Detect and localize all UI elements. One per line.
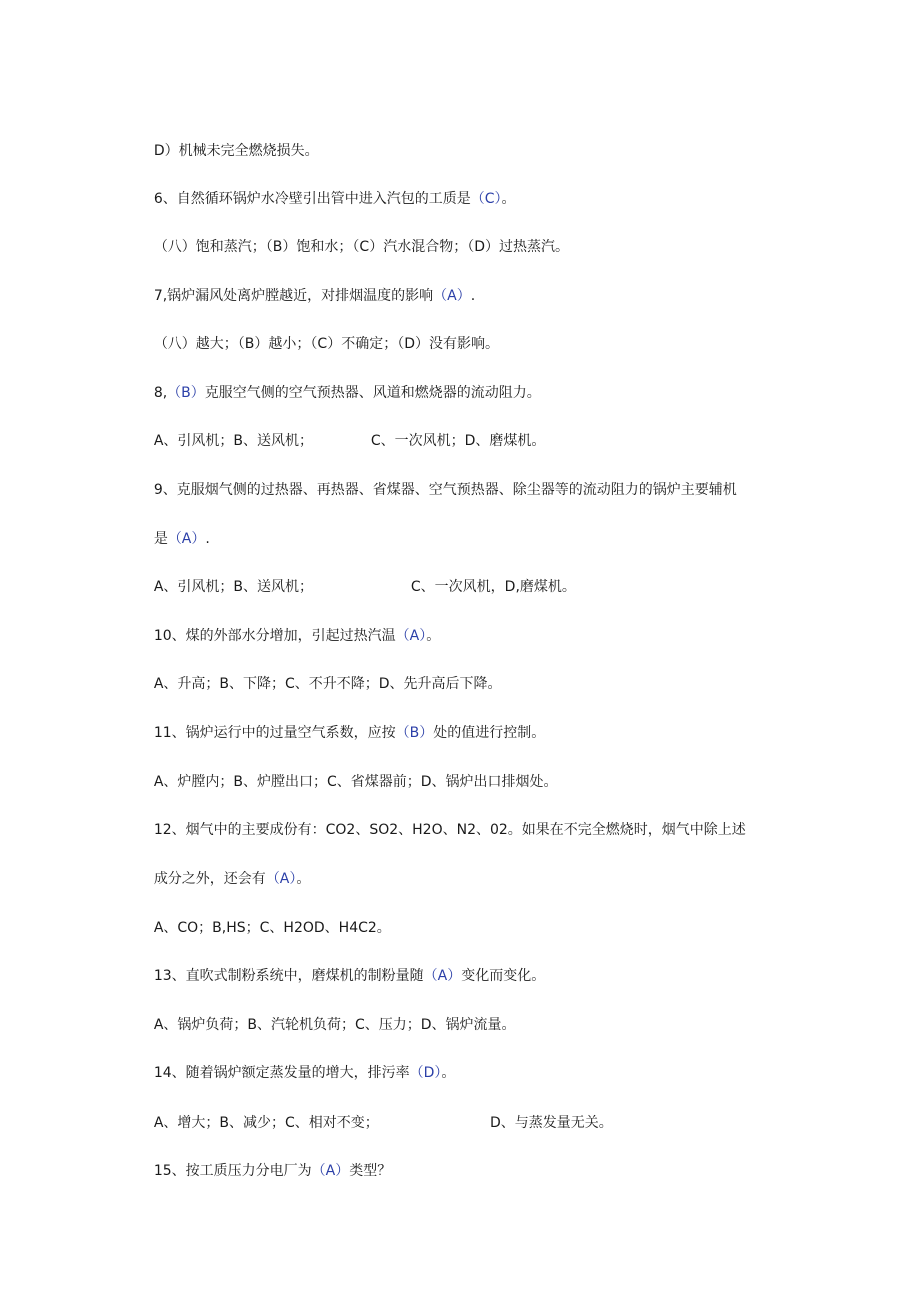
question-text-end: 。	[296, 871, 311, 887]
question-text: 10、煤的外部水分增加，引起过热汽温	[153, 628, 396, 644]
options-text: A、炉膛内；B、炉膛出口；C、省煤器前；D、锅炉出口排烟处。	[153, 774, 558, 790]
answer-mark: （B）	[167, 385, 205, 401]
question-text-end: 变化而变化。	[461, 968, 546, 984]
answer-mark: （A）	[311, 1163, 350, 1179]
question-text: 15、按工质压力分电厂为	[153, 1163, 312, 1179]
question-text-end: 。	[441, 1065, 456, 1081]
question-text: 6、自然循环锅炉水冷壁引出管中进入汽包的工质是	[153, 191, 471, 207]
question-text-end: 处的值进行控制。	[433, 725, 546, 741]
question-text: 是	[153, 531, 168, 547]
answer-mark: （B）	[395, 725, 434, 741]
question-text: 9、克服烟气侧的过热器、再热器、省煤器、空气预热器、除尘器等的流动阻力的锅炉主要辅机	[153, 482, 737, 498]
options-text: A、引风机；B、送风机； C、一次风机；D、磨煤机。	[153, 433, 546, 449]
question-text: 14、随着锅炉额定蒸发量的增大，排污率	[153, 1065, 410, 1081]
answer-mark: （D）	[409, 1065, 442, 1081]
question-text-end: .	[470, 288, 476, 304]
options-text: A、增大；B、减少；C、相对不变； D、与蒸发量无关。	[153, 1115, 613, 1131]
options-text: （八）饱和蒸汽；（B）饱和水；（C）汽水混合物；（D）过热蒸汽。	[153, 239, 569, 255]
options-text: A、锅炉负荷；B、汽轮机负荷；C、压力；D、锅炉流量。	[153, 1017, 516, 1033]
options-text: （八）越大；（B）越小；（C）不确定；（D）没有影响。	[153, 336, 499, 352]
question-text: 成分之外，还会有	[153, 871, 266, 887]
question-text: 13、直吹式制粉系统中，磨煤机的制粉量随	[153, 968, 424, 984]
answer-mark: （A）	[167, 531, 206, 547]
options-text: A、引风机；B、送风机； C、一次风机，D,磨煤机。	[153, 579, 576, 595]
answer-mark: （C）	[470, 191, 502, 207]
question-15	[136, 1141, 391, 1201]
question-text-end: 类型？	[349, 1163, 392, 1179]
question-text: 7,锅炉漏风处离炉膛越近，对排烟温度的影响	[153, 288, 434, 304]
answer-mark: （A）	[265, 871, 297, 887]
question-text: 11、锅炉运行中的过量空气系数，应按	[153, 725, 396, 741]
answer-mark: （A）	[395, 628, 427, 644]
question-text-end: 克服空气侧的空气预热器、风道和燃烧器的流动阻力。	[204, 385, 541, 401]
question-text-end: .	[205, 531, 210, 547]
question-text: 8,	[153, 385, 168, 401]
options-text: A、升高；B、下降；C、不升不降；D、先升高后下降。	[153, 676, 502, 692]
question-9	[136, 460, 737, 520]
options-text: A、CO；B,HS；C、H2OD、H4C2。	[153, 920, 391, 936]
question-text: 12、烟气中的主要成份有：CO2、SO2、H2O、N2、02。如果在不完全燃烧时，烟气中除上述	[153, 822, 746, 838]
question-text-end: 。	[426, 628, 441, 644]
answer-mark: （A）	[433, 288, 471, 304]
answer-mark: （A）	[423, 968, 462, 984]
line-text: D）机械未完全燃烧损失。	[153, 143, 319, 159]
question-text-end: 。	[501, 191, 516, 207]
